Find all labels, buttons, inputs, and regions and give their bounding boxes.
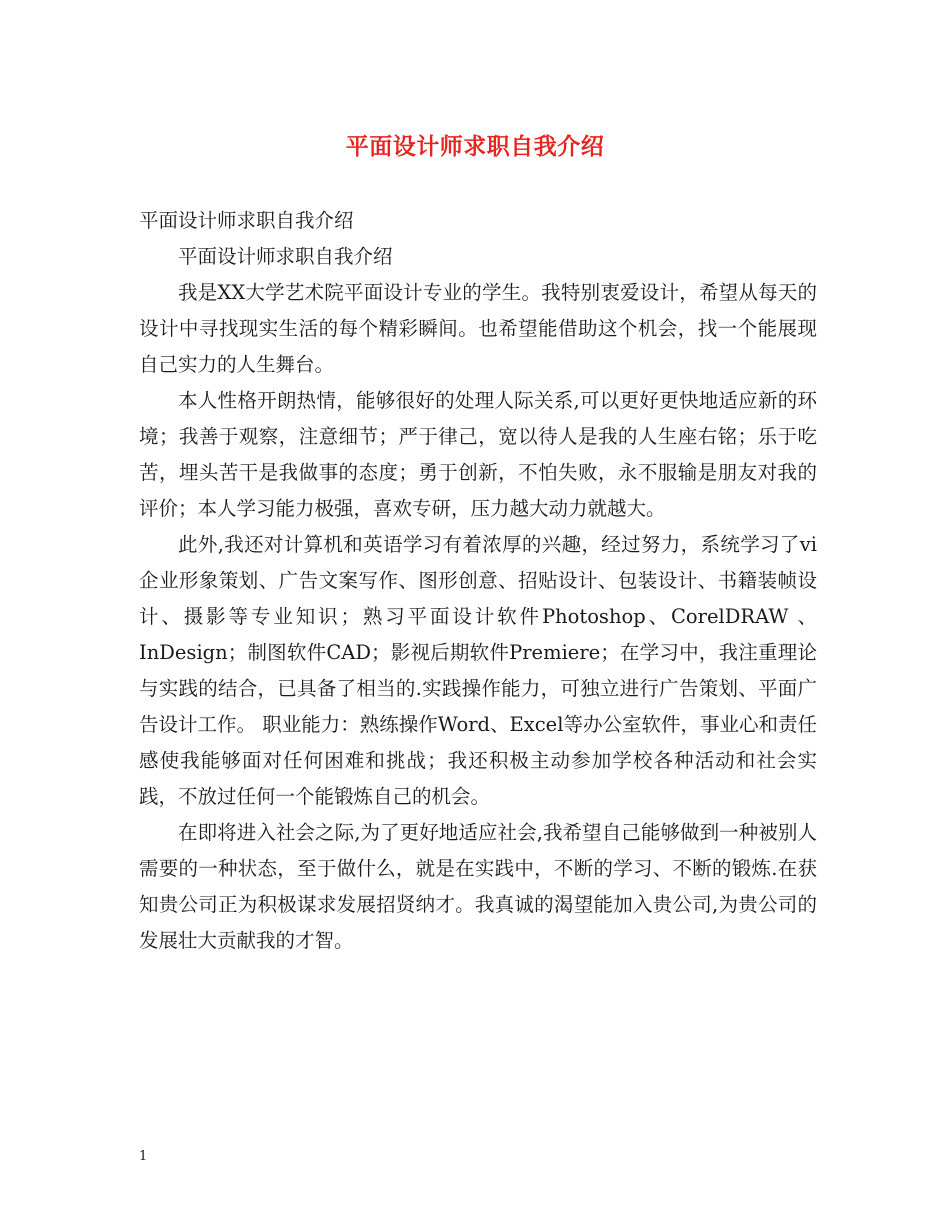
paragraph-intro: 我是XX大学艺术院平面设计专业的学生。我特别衷爱设计，希望从每天的设计中寻找现实生活的每个精彩瞬间。也希望能借助这个机会，找一个能展现自己实力的人生舞台。 — [139, 281, 817, 376]
section-heading: 平面设计师求职自我介绍 — [139, 209, 354, 232]
paragraph-closing: 在即将进入社会之际,为了更好地适应社会,我希望自己能够做到一种被别人需要的一种状态，至于做什么，就是在实践中，不断的学习、不断的锻炼.在获知贵公司正为积极谋求发展招贤纳才。我真诚的渴望能加入贵公司,为贵公司的发展壮大贡献我的才智。 — [139, 821, 817, 952]
page-number: 1 — [139, 1149, 148, 1164]
paragraph-personality: 本人性格开朗热情，能够很好的处理人际关系,可以更好更快地适应新的环境；我善于观察，注意细节；严于律己，宽以待人是我的人生座右铭；乐于吃苦，埋头苦干是我做事的态度；勇于创新，不怕失败，永不服输是朋友对我的评价；本人学习能力极强，喜欢专研，压力越大动力就越大。 — [139, 389, 817, 520]
document-body — [139, 203, 817, 959]
document-title: 平面设计师求职自我介绍 — [345, 133, 605, 160]
paragraph-subheading: 平面设计师求职自我介绍 — [178, 245, 393, 268]
paragraph-skills: 此外,我还对计算机和英语学习有着浓厚的兴趣，经过努力，系统学习了vi企业形象策划、广告文案写作、图形创意、招贴设计、包装设计、书籍装帧设计、摄影等专业知识；熟习平面设计软件Photoshop、CorelDRAW 、InDesign；制图软件CAD；影视后期软件Premiere；在学习中，我注重理论与实践的结合，已具备了相当的.实践操作能力，可独立进行广告策划、平面广告设计工作。 职业能力：熟练操作Word、Excel等办公室软件，事业心和责任感使我能够面对任何困难和挑战；我还积极主动参加学校各种活动和社会实践，不放过任何一个能锻炼自己的机会。 — [139, 533, 817, 808]
